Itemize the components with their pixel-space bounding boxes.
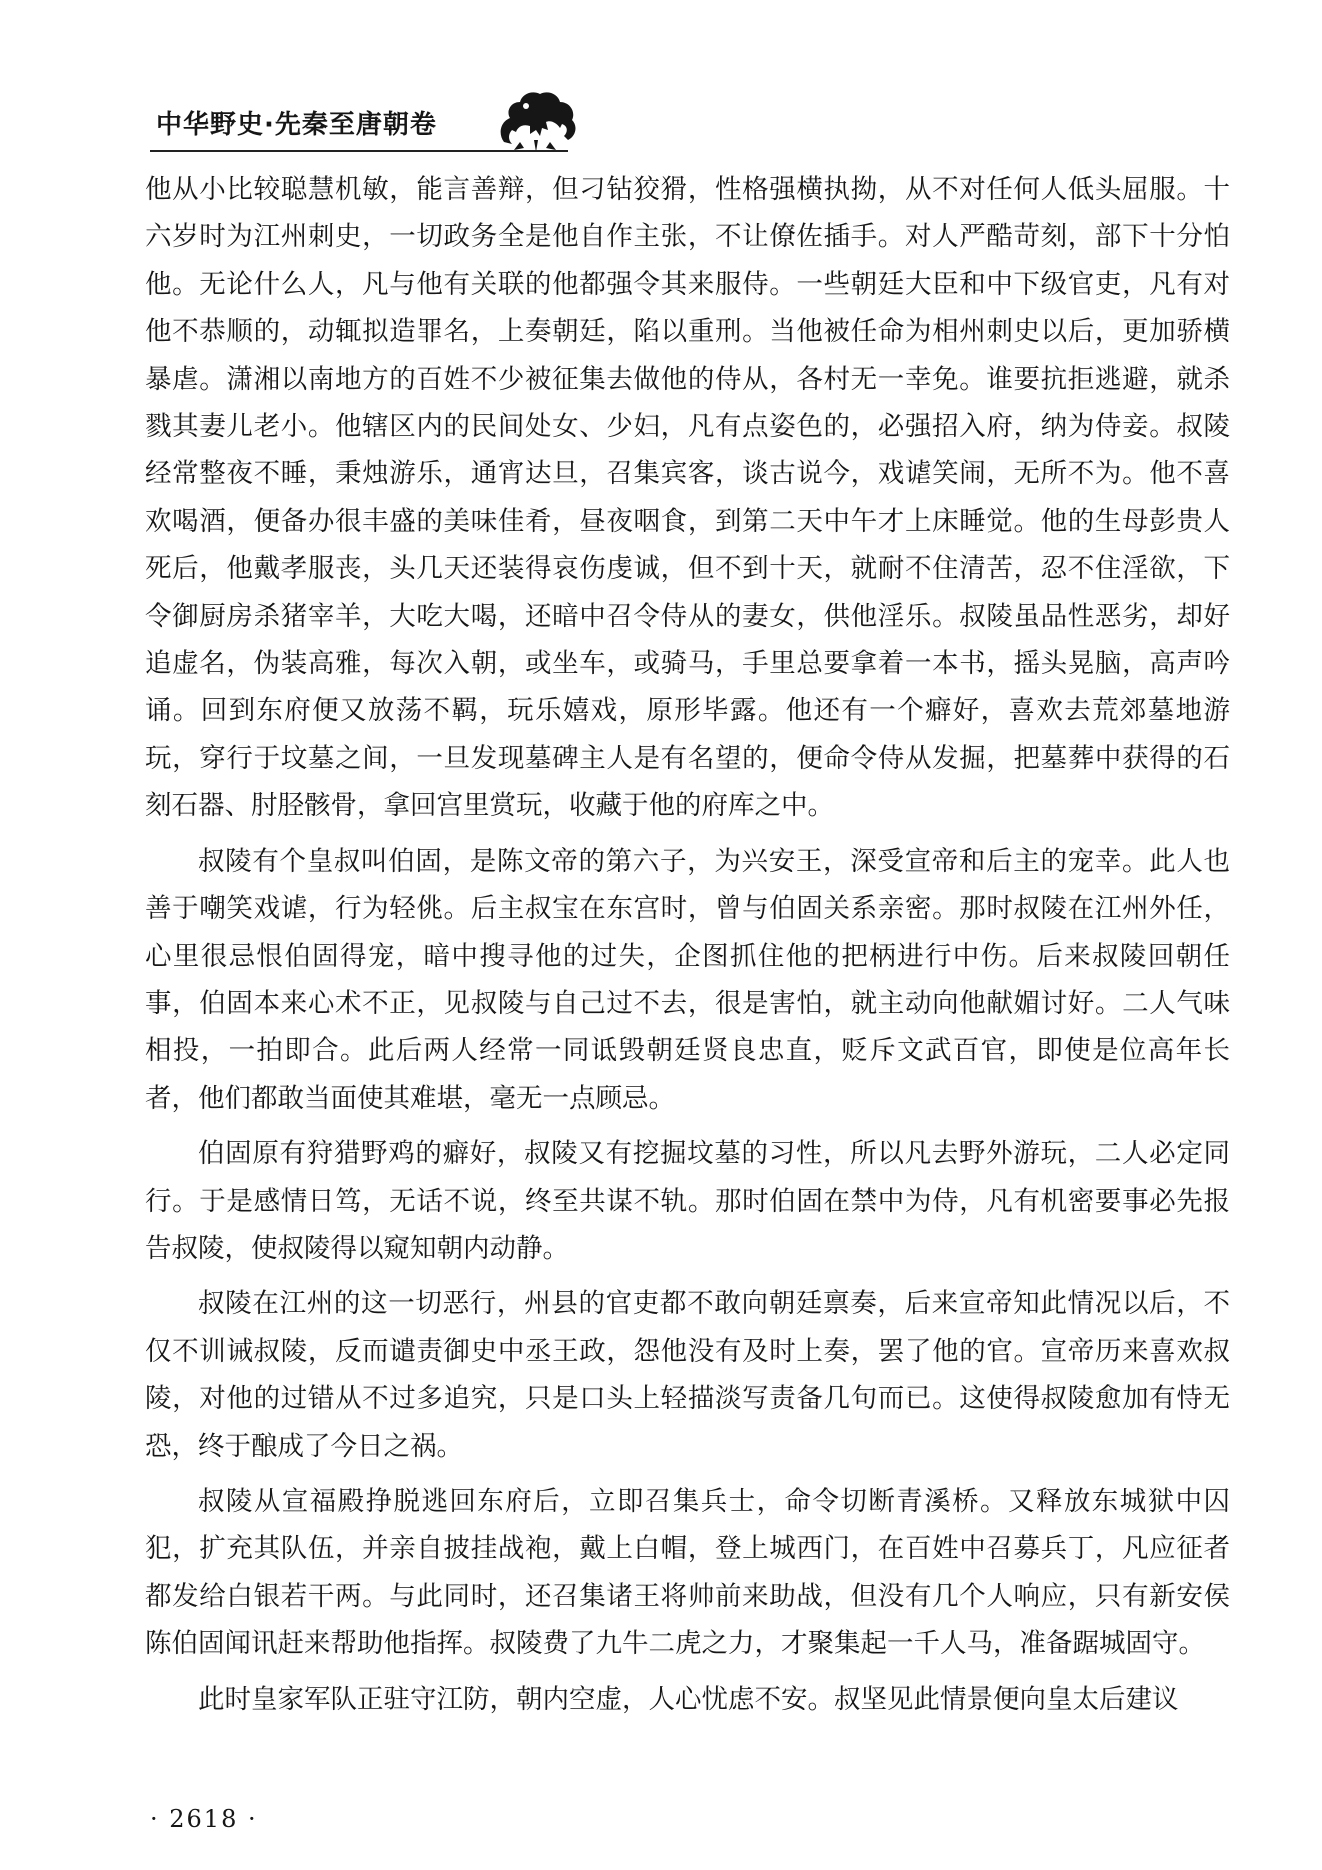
paragraph: 叔陵有个皇叔叫伯固，是陈文帝的第六子，为兴安王，深受宣帝和后主的宠幸。此人也善于嘲笑戏谑，行为轻佻。后主叔宝在东宫时，曾与伯固关系亲密。那时叔陵在江州外任，心里很忌恨伯固得宠，暗中搜寻他的过失，企图抓住他的把柄进行中伤。后来叔陵回朝任事，伯固本来心术不正，见叔陵与自己过不去，很是害怕，就主动向他献媚讨好。二人气味相投，一拍即合。此后两人经常一同诋毁朝廷贤良忠直，贬斥文武百官，即使是位高年长者，他们都敢当面使其难堪，毫无一点顾忌。 [145,845,1230,1114]
running-header [150,96,690,156]
paragraph: 叔陵从宣福殿挣脱逃回东府后，立即召集兵士，命令切断青溪桥。又释放东城狱中囚犯，扩充其队伍，并亲自披挂战袍，戴上白帽，登上城西门，在百姓中召募兵丁，凡应征者都发给白银若干两。与此同时，还召集诸王将帅前来助战，但没有几个人响应，只有新安侯陈伯固闻讯赶来帮助他指挥。叔陵费了九牛二虎之力，才聚集起一千人马，准备踞城固守。 [145,1485,1230,1660]
paragraph: 他从小比较聪慧机敏，能言善辩，但刁钻狡猾，性格强横执拗，从不对任何人低头屈服。十六岁时为江州刺史，一切政务全是他自作主张，不让僚佐插手。对人严酷苛刻，部下十分怕他。无论什么人，凡与他有关联的他都强令其来服侍。一些朝廷大臣和中下级官吏，凡有对他不恭顺的，动辄拟造罪名，上奏朝廷，陷以重刑。当他被任命为相州刺史以后，更加骄横暴虐。潇湘以南地方的百姓不少被征集去做他的侍从，各村无一幸免。谁要抗拒逃避，就杀戮其妻儿老小。他辖区内的民间处女、少妇，凡有点姿色的，必强招入府，纳为侍妾。叔陵经常整夜不睡，秉烛游乐，通宵达旦，召集宾客，谈古说今，戏谑笑闹，无所不为。他不喜欢喝酒，便备办很丰盛的美味佳肴，昼夜咽食，到第二天中午才上床睡觉。他的生母彭贵人死后，他戴孝服丧，头几天还装得哀伤虔诚，但不到十天，就耐不住清苦，忍不住淫欲，下令御厨房杀猪宰羊，大吃大喝，还暗中召令侍从的妻女，供他淫乐。叔陵虽品性恶劣，却好追虚名，伪装高雅，每次入朝，或坐车，或骑马，手里总要拿着一本书，摇头晃脑，高声吟诵。回到东府便又放荡不羁，玩乐嬉戏，原形毕露。他还有一个癖好，喜欢去荒郊墓地游玩，穿行于坟墓之间，一旦发现墓碑主人是有名望的，便命令侍从发掘，把墓葬中获得的石刻石器、肘胫骸骨，拿回宫里赏玩，收藏于他的府库之中。 [145,174,1230,822]
paragraph: 此时皇家军队正驻守江防，朝内空虚，人心忧虑不安。叔坚见此情景便向皇太后建议 [198,1683,1179,1715]
body-text [145,166,1230,1723]
paragraph: 叔陵在江州的这一切恶行，州县的官吏都不敢向朝廷禀奏，后来宣帝知此情况以后，不仅不训诫叔陵，反而谴责御史中丞王政，怨他没有及时上奏，罢了他的官。宣帝历来喜欢叔陵，对他的过错从不过多追究，只是口头上轻描淡写责备几句而已。这使得叔陵愈加有恃无恐，终于酿成了今日之祸。 [145,1288,1230,1462]
page-number: · 2618 · [150,1805,258,1833]
running-header-title: 中华野史·先秦至唐朝卷 [156,110,437,140]
dragon-emblem-icon [490,84,580,154]
paragraph: 伯固原有狩猎野鸡的癖好，叔陵又有挖掘坟墓的习性，所以凡去野外游玩，二人必定同行。于是感情日笃，无话不说，终至共谋不轨。那时伯固在禁中为侍，凡有机密要事必先报告叔陵，使叔陵得以窥知朝内动静。 [145,1138,1230,1264]
header-rule [150,150,568,152]
